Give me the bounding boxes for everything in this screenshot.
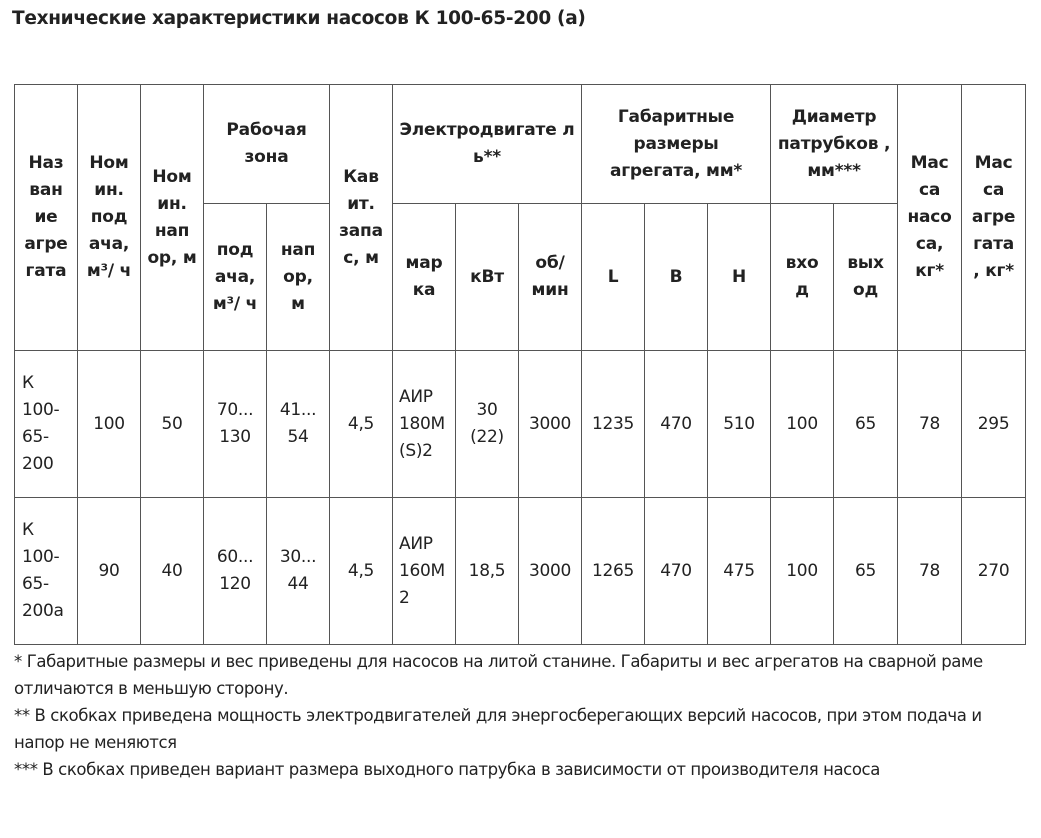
header-work-zone-flow: под ача, м³/ ч [204, 204, 267, 351]
cell-name: К 100-65-200 [15, 351, 78, 498]
header-row-1 [15, 85, 1026, 204]
header-cavitation: Кав ит. запа с, м [330, 85, 393, 351]
header-diameter: Диаметр патрубков , мм*** [771, 85, 898, 204]
header-mass-pump: Мас са насо са, кг* [898, 85, 962, 351]
cell-mass-unit: 270 [962, 498, 1026, 645]
header-name: Наз ван ие агре гата [15, 85, 78, 351]
cell-dim-b: 470 [645, 351, 708, 498]
footnote-motor-power: ** В скобках приведена мощность электродвигателей для энергосберегающих версий насосов, при этом подача и напор не меняются [14, 706, 982, 752]
cell-dim-b: 470 [645, 498, 708, 645]
table-row [15, 498, 1026, 645]
footnote-dimensions: * Габаритные размеры и вес приведены для насосов на литой станине. Габариты и вес агрегатов на сварной раме отличаются в меньшую сторону. [14, 652, 983, 698]
cell-motor-brand: АИР 180М (S)2 [393, 351, 456, 498]
cell-dim-l: 1265 [582, 498, 645, 645]
cell-name: К 100-65-200а [15, 498, 78, 645]
cell-work-zone-flow: 60... 120 [204, 498, 267, 645]
cell-diameter-out: 65 [834, 351, 898, 498]
header-dimensions: Габаритные размеры агрегата, мм* [582, 85, 771, 204]
header-nominal-flow: Ном ин. под ача, м³/ ч [78, 85, 141, 351]
spec-table [14, 84, 1026, 645]
cell-work-zone-flow: 70... 130 [204, 351, 267, 498]
cell-dim-h: 475 [708, 498, 771, 645]
header-dim-l: L [582, 204, 645, 351]
cell-nominal-head: 40 [141, 498, 204, 645]
page-title: Технические характеристики насосов К 100-65-200 (а) [12, 8, 586, 29]
header-mass-unit: Мас са агре гата , кг* [962, 85, 1026, 351]
cell-diameter-in: 100 [771, 498, 834, 645]
header-diameter-in: вхо д [771, 204, 834, 351]
cell-motor-brand: АИР 160М 2 [393, 498, 456, 645]
header-diameter-out: вых од [834, 204, 898, 351]
cell-motor-rpm: 3000 [519, 498, 582, 645]
cell-cavitation: 4,5 [330, 351, 393, 498]
header-nominal-head: Ном ин. нап ор, м [141, 85, 204, 351]
header-dim-h: H [708, 204, 771, 351]
header-dim-b: B [645, 204, 708, 351]
cell-work-zone-head: 30... 44 [267, 498, 330, 645]
header-motor-rpm: об/ мин [519, 204, 582, 351]
cell-work-zone-head: 41... 54 [267, 351, 330, 498]
footnote-outlet-size: *** В скобках приведен вариант размера выходного патрубка в зависимости от производителя насоса [14, 760, 880, 779]
cell-motor-rpm: 3000 [519, 351, 582, 498]
cell-mass-pump: 78 [898, 351, 962, 498]
cell-motor-kw: 30 (22) [456, 351, 519, 498]
header-work-zone: Рабочая зона [204, 85, 330, 204]
cell-nominal-flow: 100 [78, 351, 141, 498]
cell-dim-l: 1235 [582, 351, 645, 498]
cell-cavitation: 4,5 [330, 498, 393, 645]
table-row [15, 351, 1026, 498]
header-motor-kw: кВт [456, 204, 519, 351]
footnotes [14, 648, 1024, 783]
header-motor-brand: мар ка [393, 204, 456, 351]
cell-diameter-out: 65 [834, 498, 898, 645]
header-work-zone-head: нап ор, м [267, 204, 330, 351]
cell-mass-unit: 295 [962, 351, 1026, 498]
cell-dim-h: 510 [708, 351, 771, 498]
cell-motor-kw: 18,5 [456, 498, 519, 645]
cell-diameter-in: 100 [771, 351, 834, 498]
cell-mass-pump: 78 [898, 498, 962, 645]
cell-nominal-flow: 90 [78, 498, 141, 645]
cell-nominal-head: 50 [141, 351, 204, 498]
header-motor: Электродвигате ль** [393, 85, 582, 204]
